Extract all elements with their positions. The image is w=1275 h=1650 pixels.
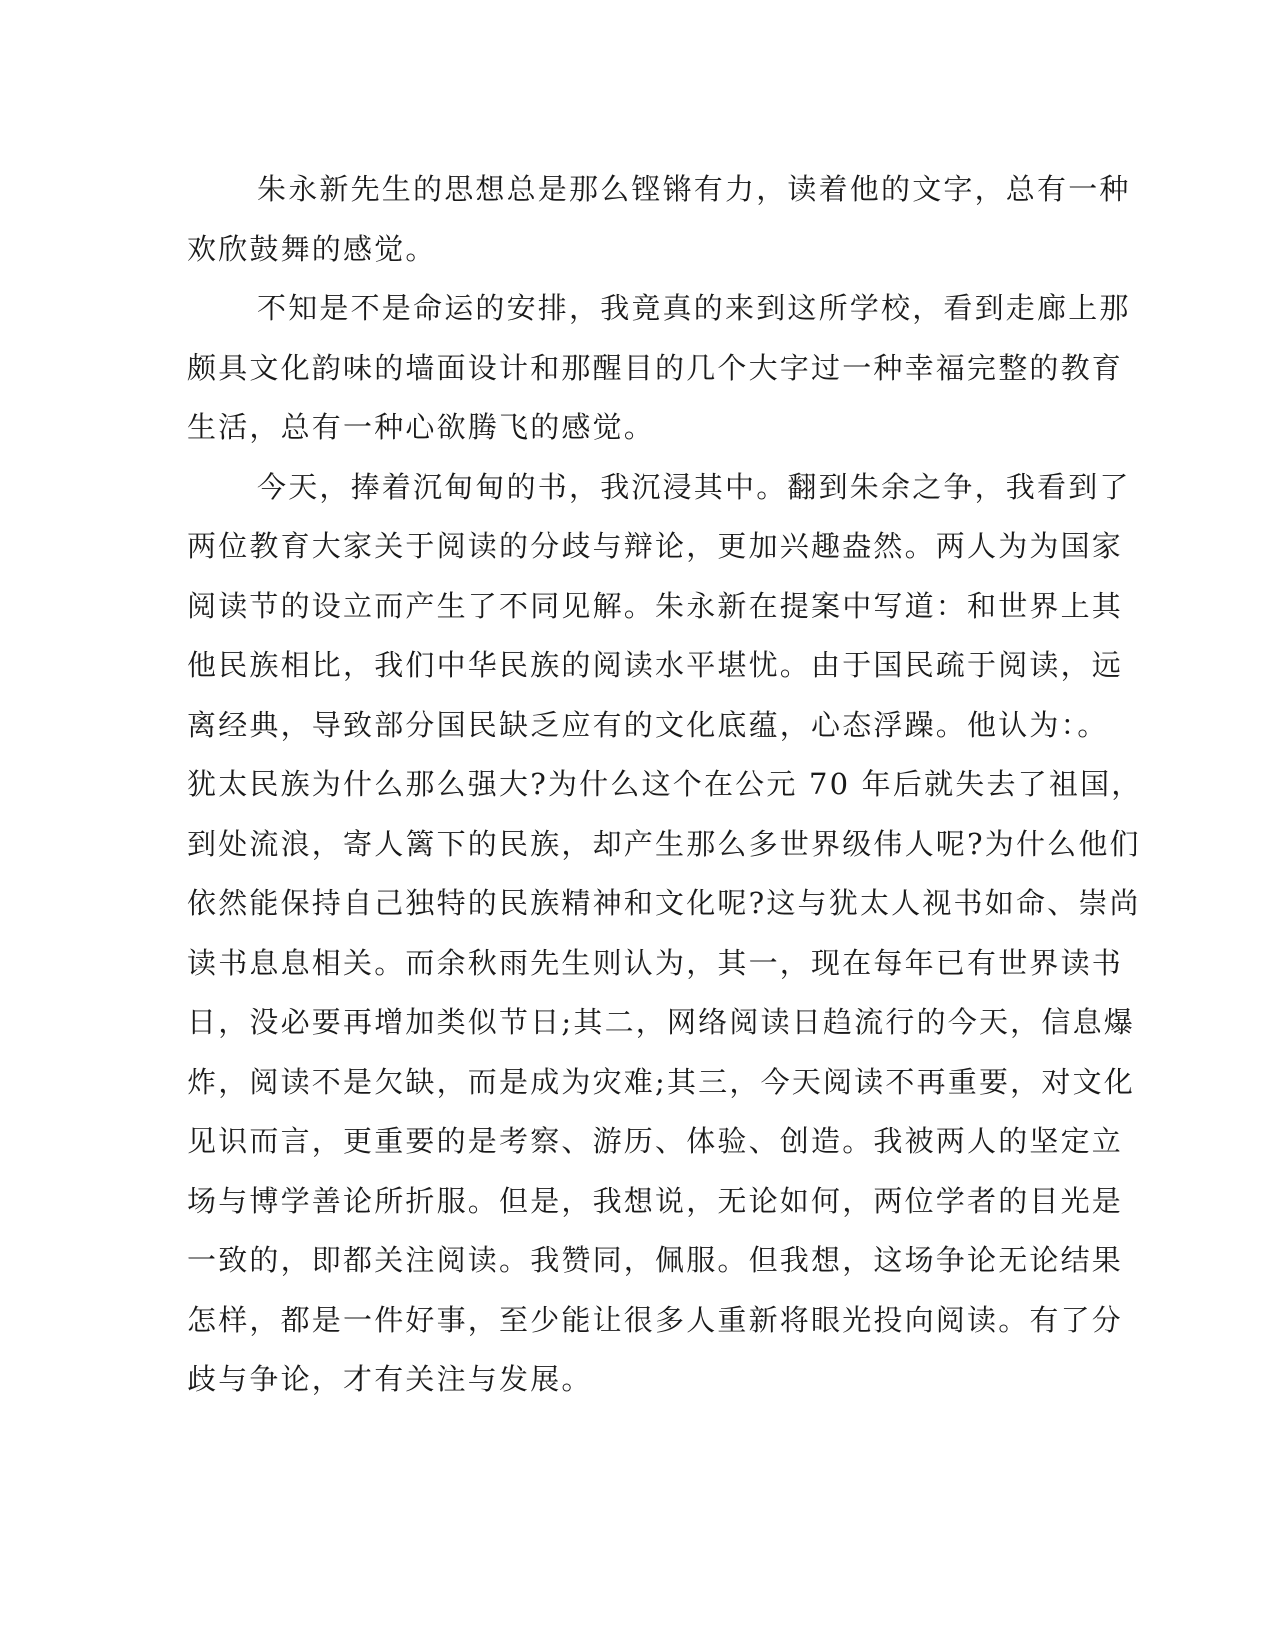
paragraph-line: 阅读节的设立而产生了不同见解。朱永新在提案中写道：和世界上其 [187, 588, 1124, 623]
paragraph-1 [187, 160, 1131, 279]
paragraph-line: 今天，捧着沉甸甸的书，我沉浸其中。翻到朱余之争，我看到了 [257, 469, 1131, 504]
paragraph-line: 怎样，都是一件好事，至少能让很多人重新将眼光投向阅读。有了分 [187, 1302, 1124, 1337]
paragraph-line: 犹太民族为什么那么强大?为什么这个在公元 70 年后就失去了祖国， [187, 767, 1143, 801]
paragraph-line: 两位教育大家关于阅读的分歧与辩论，更加兴趣盎然。两人为为国家 [187, 529, 1124, 563]
paragraph-line: 欢欣鼓舞的感觉。 [187, 231, 437, 266]
paragraph-line: 颇具文化韵味的墙面设计和那醒目的几个大字过一种幸福完整的教育 [187, 350, 1124, 385]
paragraph-line: 不知是不是命运的安排，我竟真的来到这所学校，看到走廊上那 [257, 291, 1131, 325]
paragraph-line: 见识而言，更重要的是考察、游历、体验、创造。我被两人的坚定立 [187, 1124, 1124, 1158]
paragraph-2 [187, 279, 1131, 458]
paragraph-line: 到处流浪，寄人篱下的民族，却产生那么多世界级伟人呢?为什么他们 [187, 826, 1141, 861]
document-body [187, 160, 1143, 1410]
paragraph-line: 场与博学善论所折服。但是，我想说，无论如何，两位学者的目光是 [187, 1183, 1124, 1218]
paragraph-line: 一致的，即都关注阅读。我赞同，佩服。但我想，这场争论无论结果 [187, 1243, 1124, 1277]
paragraph-line: 歧与争论，才有关注与发展。 [187, 1362, 593, 1396]
paragraph-line: 朱永新先生的思想总是那么铿锵有力，读着他的文字，总有一种 [257, 172, 1131, 206]
paragraph-line: 离经典，导致部分国民缺乏应有的文化底蕴，心态浮躁。他认为：。 [187, 707, 1109, 742]
paragraph-line: 炸，阅读不是欠缺，而是成为灾难;其三，今天阅读不再重要，对文化 [187, 1064, 1135, 1099]
paragraph-3 [187, 458, 1143, 1410]
paragraph-line: 他民族相比，我们中华民族的阅读水平堪忧。由于国民疏于阅读，远 [187, 648, 1124, 682]
paragraph-line: 依然能保持自己独特的民族精神和文化呢?这与犹太人视书如命、崇尚 [187, 886, 1141, 920]
paragraph-line: 日，没必要再增加类似节日;其二，网络阅读日趋流行的今天，信息爆 [187, 1005, 1135, 1039]
paragraph-line: 生活，总有一种心欲腾飞的感觉。 [187, 410, 656, 444]
paragraph-line: 读书息息相关。而余秋雨先生则认为，其一，现在每年已有世界读书 [187, 945, 1124, 980]
